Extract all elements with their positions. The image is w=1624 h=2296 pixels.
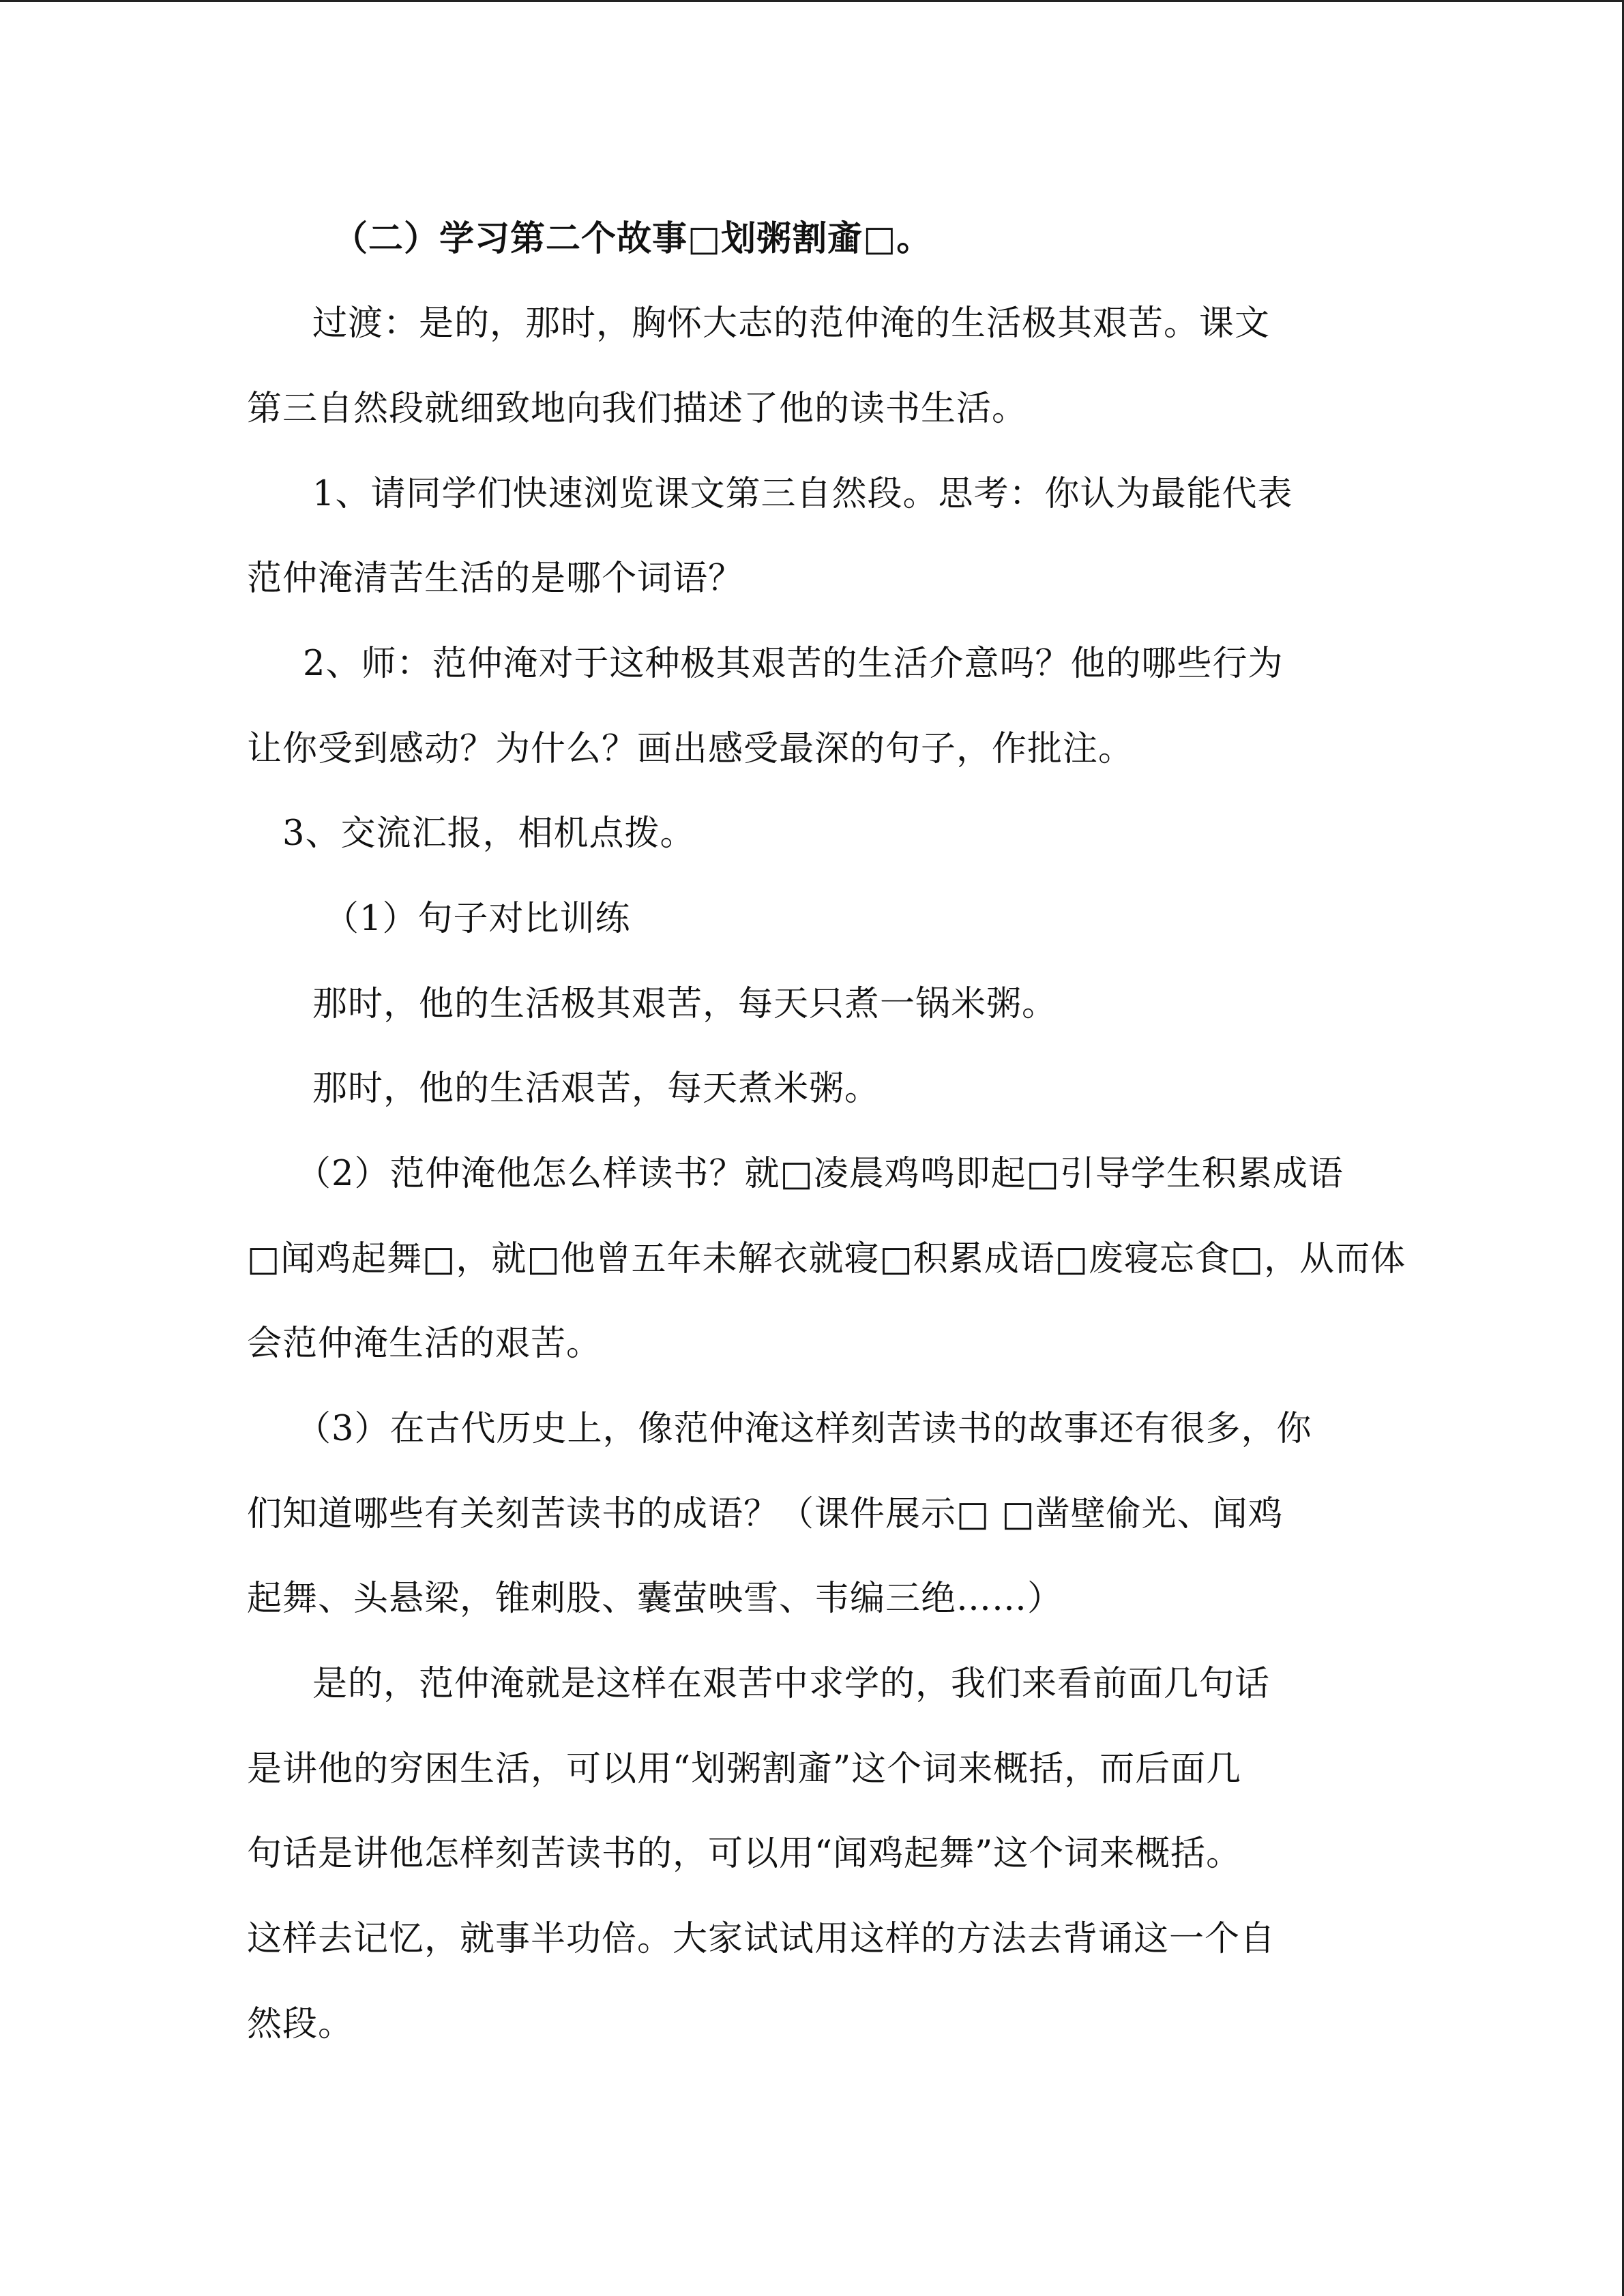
paragraph-line-17: 是的，范仲淹就是这样在艰苦中求学的，我们来看前面几句话: [312, 1664, 1271, 1704]
paragraph-line-1: 过渡：是的，那时，胸怀大志的范仲淹的生活极其艰苦。课文: [312, 303, 1271, 344]
paragraph-line-3: 1、请同学们快速浏览课文第三自然段。思考：你认为最能代表: [312, 474, 1293, 514]
paragraph-line-15: 们知道哪些有关刻苦读书的成语？（课件展示□ □凿壁偷光、闻鸡: [247, 1494, 1284, 1534]
paragraph-line-6: 让你受到感动？为什么？画出感受最深的句子，作批注。: [247, 729, 1134, 769]
paragraph-line-9: 那时，他的生活极其艰苦，每天只煮一锅米粥。: [312, 984, 1058, 1024]
paragraph-line-4: 范仲淹清苦生活的是哪个词语？: [247, 558, 744, 599]
section-heading: （二）学习第二个故事□划粥割齑□。: [333, 219, 932, 259]
paragraph-line-8: （1）句子对比训练: [324, 899, 631, 939]
paragraph-line-7: 3、交流汇报，相机点拨。: [282, 814, 696, 854]
page-border-top: [0, 0, 1624, 2]
paragraph-line-13: 会范仲淹生活的艰苦。: [247, 1324, 602, 1364]
paragraph-line-11: （2）范仲淹他怎么样读书？就□凌晨鸡鸣即起□引导学生积累成语: [296, 1154, 1344, 1194]
paragraph-line-20: 这样去记忆，就事半功倍。大家试试用这样的方法去背诵这一个自: [247, 1919, 1276, 1959]
paragraph-line-10: 那时，他的生活艰苦，每天煮米粥。: [312, 1069, 881, 1109]
paragraph-line-16: 起舞、头悬梁，锥刺股、囊萤映雪、韦编三绝……）: [247, 1579, 1063, 1619]
paragraph-line-19: 句话是讲他怎样刻苦读书的，可以用“闻鸡起舞”这个词来概括。: [247, 1834, 1242, 1874]
paragraph-line-14: （3）在古代历史上，像范仲淹这样刻苦读书的故事还有很多，你: [296, 1409, 1312, 1449]
paragraph-line-2: 第三自然段就细致地向我们描述了他的读书生活。: [247, 389, 1028, 429]
paragraph-line-21: 然段。: [247, 2004, 354, 2044]
paragraph-line-12: □闻鸡起舞□，就□他曾五年未解衣就寝□积累成语□废寝忘食□，从而体: [247, 1239, 1406, 1279]
paragraph-line-5: 2、师：范仲淹对于这种极其艰苦的生活介意吗？他的哪些行为: [303, 644, 1284, 684]
paragraph-line-18: 是讲他的穷困生活，可以用“划粥割齑”这个词来概括，而后面几: [247, 1749, 1242, 1789]
